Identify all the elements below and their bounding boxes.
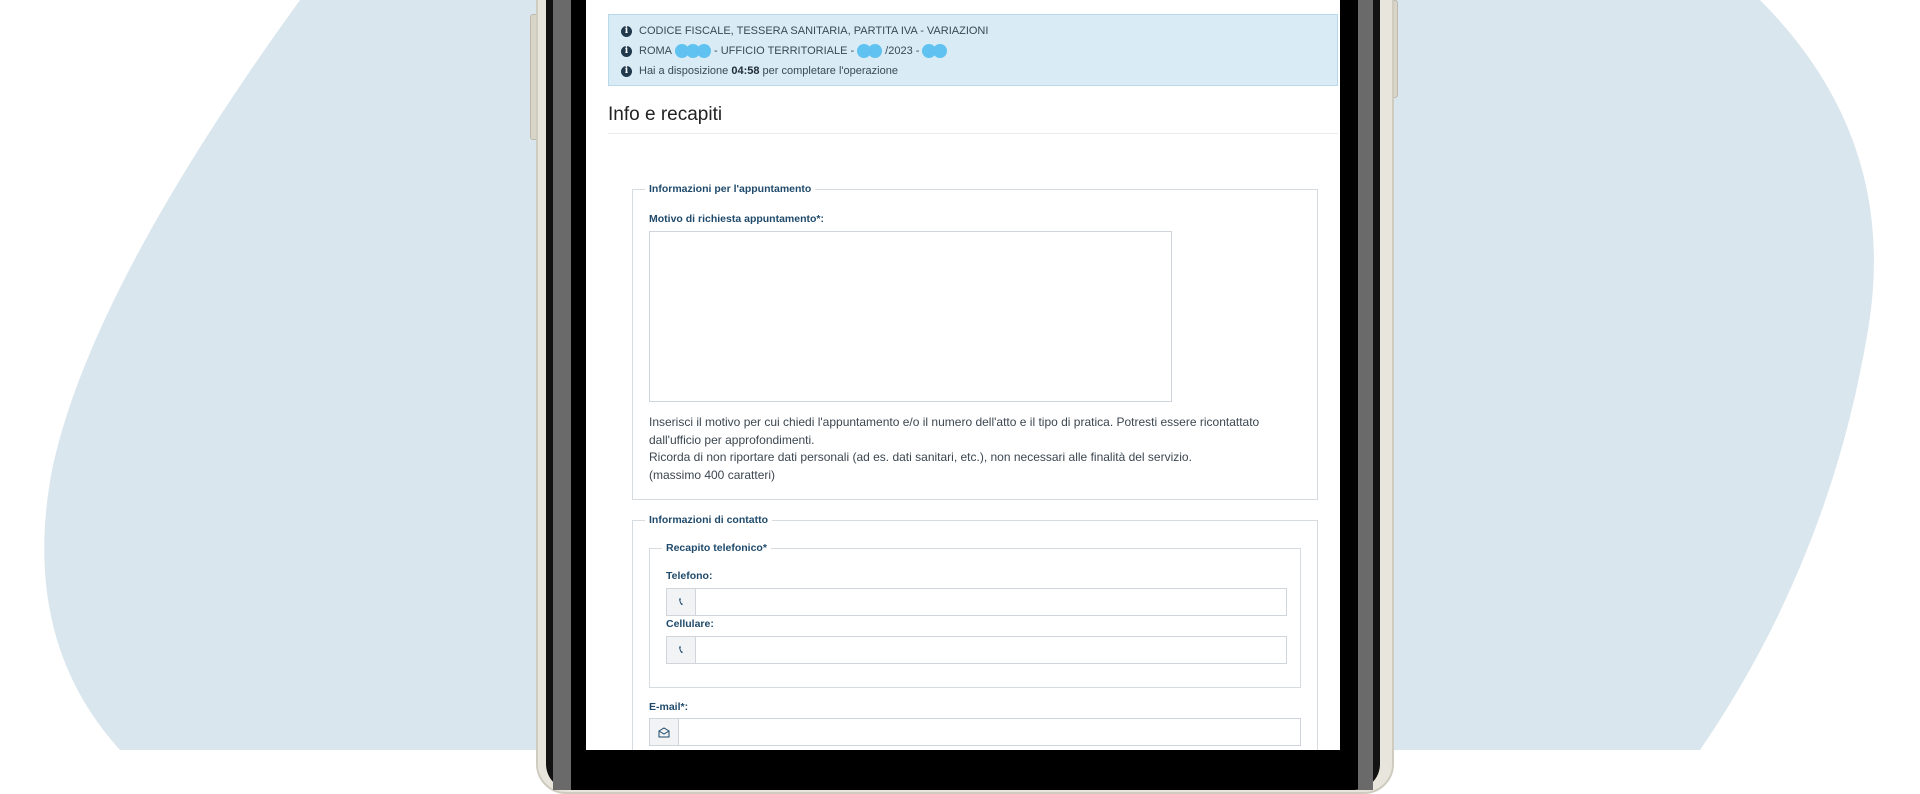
timer-prefix: Hai a disposizione (639, 65, 729, 77)
contact-fieldset (632, 514, 1318, 750)
reason-help-text: Inserisci il motivo per cui chiedi l'appuntamento e/o il numero dell'atto e il tipo di pratica. Potresti essere ricontattato dall'ufficio per approfondimenti. Ricorda di non riportare dati personali (ad es. dati sanitari, etc.), non necessari alle finalità del servizio. (massimo 400 caratteri) (649, 415, 1260, 482)
phone-icon: 📞︎ (667, 589, 696, 615)
timer-suffix: per completare l'operazione (762, 65, 898, 77)
redaction-mask (857, 44, 882, 58)
appointment-legend: Informazioni per l'appuntamento (645, 183, 815, 195)
reason-label: Motivo di richiesta appuntamento*: (649, 213, 825, 225)
info-circle-icon: i (621, 66, 632, 77)
info-circle-icon: i (621, 26, 632, 37)
phone-screen (586, 0, 1340, 750)
phone-label: Telefono: (666, 570, 713, 582)
redaction-mask (675, 44, 711, 58)
mobile-input[interactable] (696, 637, 1286, 663)
mobile-label: Cellulare: (666, 618, 714, 630)
office-type: - UFFICIO TERRITORIALE - (714, 45, 855, 57)
divider (608, 133, 1338, 134)
email-label: E-mail*: (649, 701, 689, 713)
envelope-icon (650, 719, 679, 745)
phone-input-group (666, 588, 1287, 616)
phone-input[interactable] (696, 589, 1286, 615)
phone-fieldset (649, 542, 1301, 688)
mobile-input-group (666, 636, 1287, 664)
phone-icon: 📞︎ (667, 637, 696, 663)
reason-textarea[interactable] (649, 231, 1172, 402)
email-input-group (649, 718, 1301, 746)
phone-group-legend: Recapito telefonico* (662, 542, 771, 554)
contact-legend: Informazioni di contatto (645, 514, 772, 526)
timer-value: 04:58 (731, 65, 760, 77)
bezel-stripe (553, 0, 571, 790)
office-city: ROMA (639, 45, 672, 57)
info-banner (608, 14, 1338, 86)
info-circle-icon: i (621, 46, 632, 57)
timer-line (621, 61, 1337, 81)
email-input[interactable] (679, 719, 1300, 745)
office-date: /2023 - (885, 45, 920, 57)
redaction-mask (922, 44, 947, 58)
appointment-fieldset (632, 183, 1318, 500)
service-line (621, 21, 1337, 41)
office-line (621, 41, 1337, 61)
bezel-stripe (1358, 0, 1373, 790)
service-name: CODICE FISCALE, TESSERA SANITARIA, PARTITA IVA - VARIAZIONI (639, 25, 989, 37)
page-title: Info e recapiti (608, 104, 723, 125)
